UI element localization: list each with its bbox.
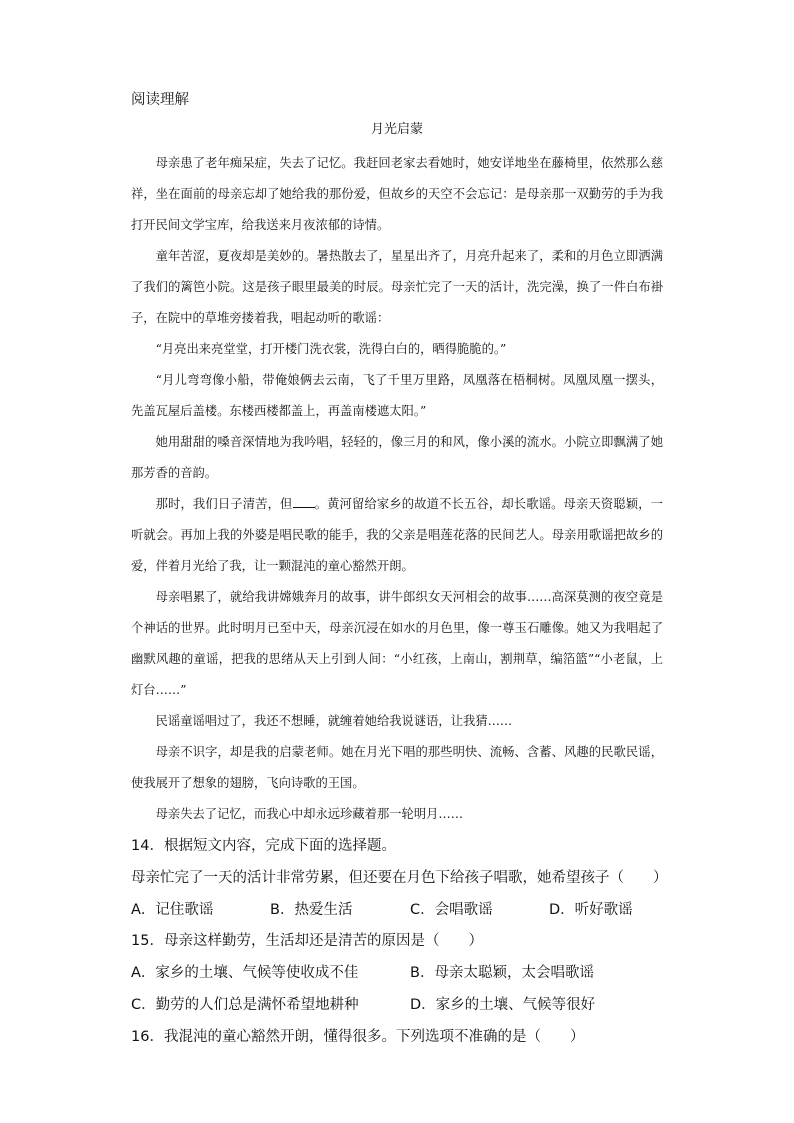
passage-paragraph: 母亲唱累了，就给我讲嫦娥奔月的故事，讲牛郎织女天河相会的故事……高深莫测的夜空竟是个神话的世界。此时明月已至中天，母亲沉浸在如水的月色里，像一尊玉石雕像。她又为我唱起了幽默风趣的童谣，把我的思绪从天上引到人间：“小红孩，上南山，割荆草，编箔篮”“小老鼠，上灯台……” — [131, 590, 663, 697]
passage-paragraph: 母亲患了老年痴呆症，失去了记忆。我赶回老家去看她时，她安详地坐在藤椅里，依然那么慈祥，坐在面前的母亲忘却了她给我的那份爱，但故乡的天空不会忘记：是母亲那一双勤劳的手为我打开民间文学宝库，给我送来月夜浓郁的诗情。 — [131, 156, 663, 232]
option-d[interactable]: D．听好歌谣 — [549, 902, 633, 918]
article-title: 月光启蒙 — [370, 122, 423, 137]
passage-paragraph — [131, 489, 663, 582]
passage-paragraph: “月儿弯弯像小船，带俺娘俩去云南，飞了千里万里路，凤凰落在梧桐树。凤凰凤凰一摆头，先盖瓦屋后盖楼。东楼西楼都盖上，再盖南楼遮太阳。” — [131, 373, 663, 418]
option-c[interactable]: C．会唱歌谣 — [410, 902, 493, 918]
question-14-stem: 母亲忙完了一天的活计非常劳累，但还要在月色下给孩子唱歌，她希望孩子（ ） — [131, 870, 668, 886]
option-b[interactable]: B．热爱生活 — [270, 902, 353, 918]
option-d[interactable]: D．家乡的土壤、气候等很好 — [410, 997, 596, 1013]
passage-paragraph: 童年苦涩，夏夜却是美妙的。暑热散去了，星星出齐了，月亮升起来了，柔和的月色立即洒满了我们的篱笆小院。这是孩子眼里最美的时辰。母亲忙完了一天的活计，洗完澡，换了一件白布褂子，在院中的草堆旁搂着我，唱起动听的歌谣： — [131, 249, 663, 325]
reading-passage — [131, 148, 663, 830]
passage-paragraph: “月亮出来亮堂堂，打开楼门洗衣裳，洗得白白的，晒得脆脆的。” — [155, 342, 507, 356]
section-title: 阅读理解 — [131, 92, 189, 108]
passage-text: 那时，我们日子清苦，但 — [155, 497, 293, 511]
option-b[interactable]: B．母亲太聪颖，太会唱歌谣 — [410, 965, 594, 981]
passage-paragraph: 母亲失去了记忆，而我心中却永远珍藏着那一轮明月…… — [155, 807, 464, 821]
option-a[interactable]: A．家乡的土壤、气候等使收成不佳 — [131, 965, 359, 981]
question-14-title: 14．根据短文内容，完成下面的选择题。 — [131, 838, 396, 854]
passage-text: 。黄河留给家乡的故道不长五谷，却长歌谣。母亲天资聪颖，一听就会。再加上我的外婆是唱民歌的能手，我的父亲是唱莲花落的民间艺人。母亲用歌谣把故乡的爱，伴着月光给了我，让一颗混沌的童心豁然开朗。 — [131, 497, 663, 573]
fill-in-blank — [293, 495, 315, 508]
passage-paragraph: 她用甜甜的嗓音深情地为我吟唱，轻轻的，像三月的和风，像小溪的流水。小院立即飘满了她那芳香的音韵。 — [131, 435, 663, 480]
passage-paragraph: 母亲不识字，却是我的启蒙老师。她在月光下唱的那些明快、流畅、含蓄、风趣的民歌民谣，使我展开了想象的翅膀，飞向诗歌的王国。 — [131, 745, 663, 790]
question-15-stem: 15．母亲这样勤劳，生活却还是清苦的原因是（ ） — [131, 933, 483, 949]
passage-paragraph: 民谣童谣唱过了，我还不想睡，就缠着她给我说谜语，让我猜…… — [155, 714, 513, 728]
option-a[interactable]: A．记住歌谣 — [131, 902, 214, 918]
option-c[interactable]: C．勤劳的人们总是满怀希望地耕种 — [131, 997, 359, 1013]
question-16-stem: 16．我混沌的童心豁然开朗，懂得很多。下列选项不准确的是（ ） — [131, 1029, 585, 1045]
